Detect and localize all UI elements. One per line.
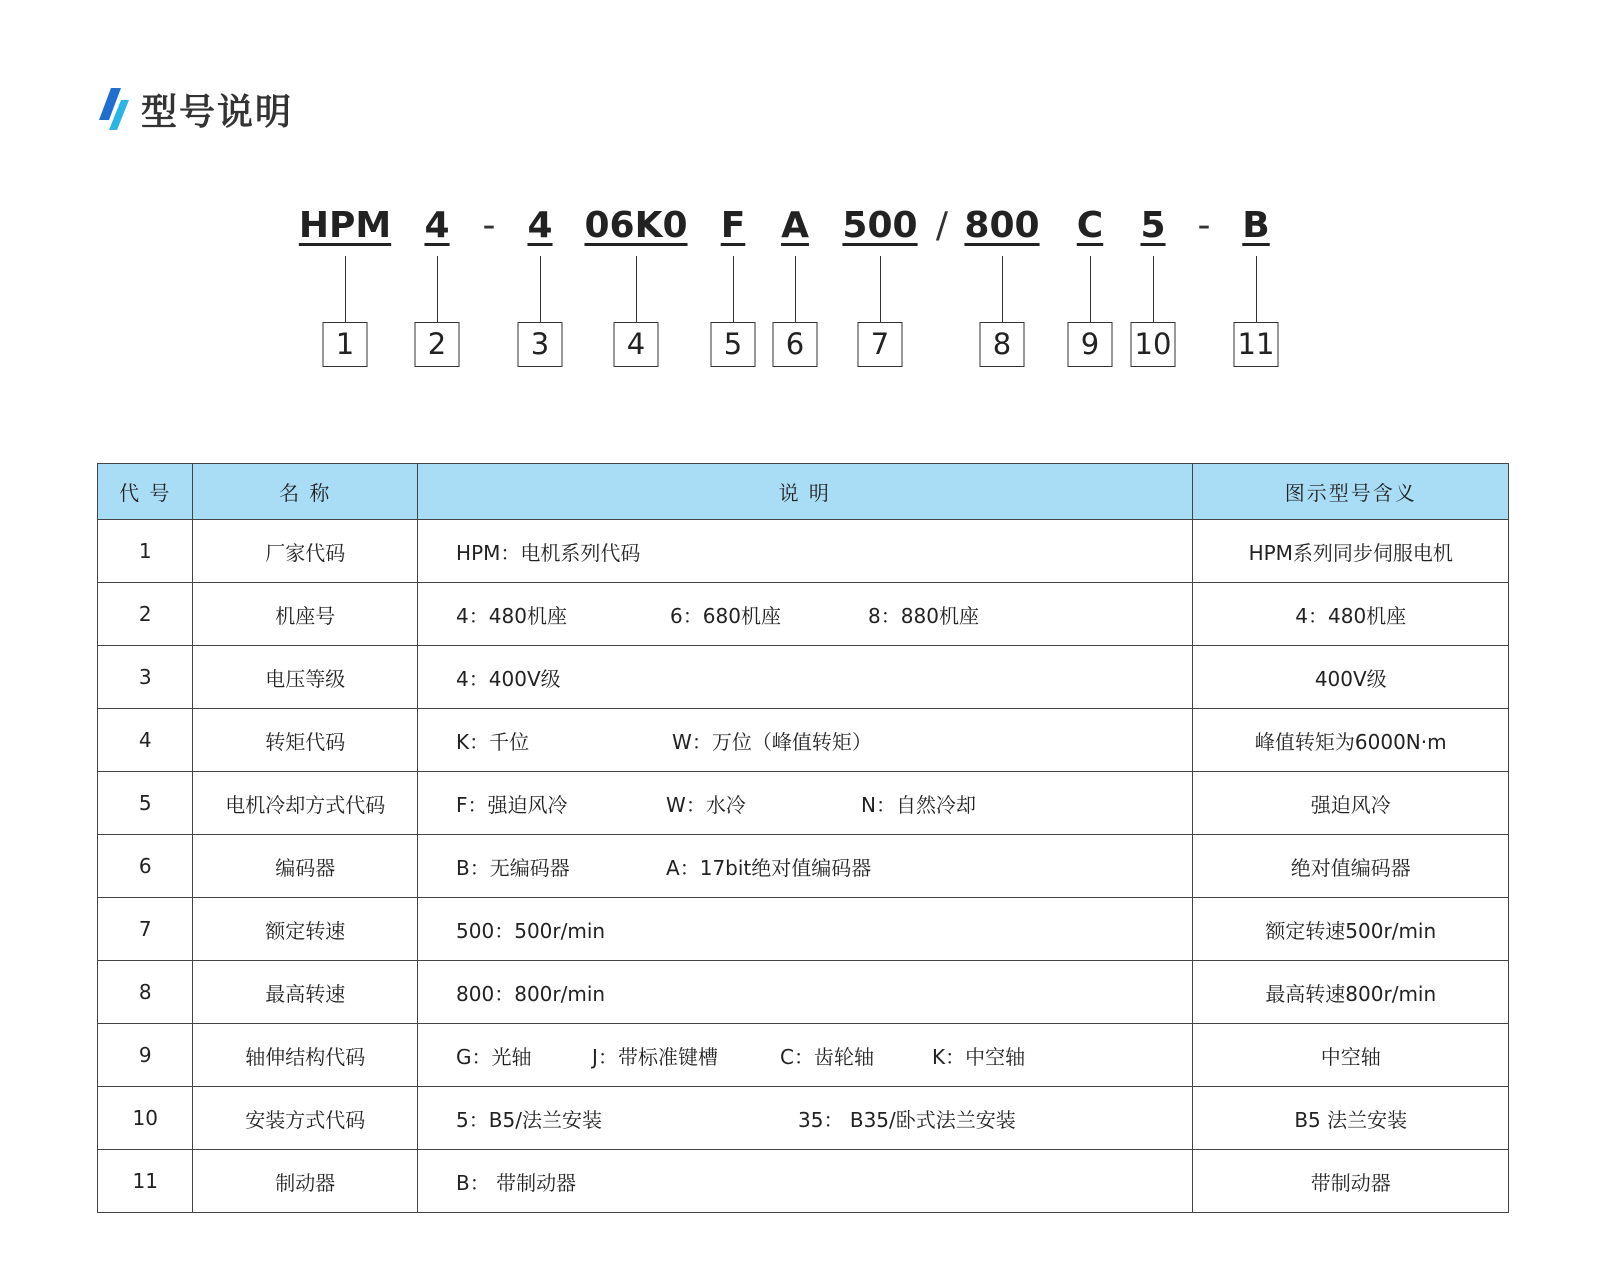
option-text: B： 带制动器 (456, 1170, 577, 1195)
code-segment-cooling: F (720, 205, 746, 246)
row-description (418, 709, 1193, 772)
position-number-box: 9 (1068, 322, 1113, 367)
row-meaning: 中空轴 (1193, 1024, 1509, 1087)
position-number-box: 4 (614, 322, 659, 367)
option-text: 5：B5/法兰安装 (456, 1107, 602, 1132)
row-name: 安装方式代码 (193, 1087, 418, 1150)
code-separator-slash: / (935, 205, 949, 246)
row-meaning: 带制动器 (1193, 1150, 1509, 1213)
row-meaning: 4：480机座 (1193, 583, 1509, 646)
option-text: C：齿轮轴 (780, 1044, 875, 1069)
table-row (98, 1087, 1509, 1150)
connector-line (1256, 256, 1257, 322)
code-segment-frame: 4 (424, 205, 450, 246)
table-row (98, 520, 1509, 583)
row-code: 2 (98, 583, 193, 646)
code-segment-max-speed: 800 (964, 205, 1040, 246)
row-name: 额定转速 (193, 898, 418, 961)
table-row (98, 835, 1509, 898)
row-meaning: 400V级 (1193, 646, 1509, 709)
connector-line (345, 256, 346, 322)
connector-line (437, 256, 438, 322)
option-text: 6：680机座 (670, 603, 781, 628)
model-spec-table (97, 463, 1509, 1213)
code-segment-torque: 06K0 (584, 205, 688, 246)
option-text: K：中空轴 (932, 1044, 1026, 1069)
option-text: 4：480机座 (456, 603, 567, 628)
row-code: 8 (98, 961, 193, 1024)
row-code: 11 (98, 1150, 193, 1213)
row-name: 编码器 (193, 835, 418, 898)
row-name: 电压等级 (193, 646, 418, 709)
model-code-diagram (0, 0, 1600, 420)
row-meaning: 额定转速500r/min (1193, 898, 1509, 961)
row-code: 4 (98, 709, 193, 772)
row-name: 电机冷却方式代码 (193, 772, 418, 835)
table-row (98, 1150, 1509, 1213)
position-number-box: 10 (1131, 322, 1176, 367)
code-separator-dash: - (482, 205, 496, 246)
position-number-box: 7 (858, 322, 903, 367)
row-description (418, 646, 1193, 709)
table-row (98, 646, 1509, 709)
option-text: G：光轴 (456, 1044, 532, 1069)
row-code: 3 (98, 646, 193, 709)
row-name: 最高转速 (193, 961, 418, 1024)
option-text: J：带标准键槽 (592, 1044, 718, 1069)
page-title: 型号说明 (141, 91, 294, 133)
option-text: 4：400V级 (456, 666, 561, 691)
code-segment-encoder: A (781, 205, 809, 246)
connector-line (636, 256, 637, 322)
row-description (418, 583, 1193, 646)
code-segment-series: HPM (298, 205, 392, 246)
row-description (418, 1024, 1193, 1087)
position-number-box: 11 (1234, 322, 1279, 367)
code-segment-brake: B (1242, 205, 1270, 246)
row-name: 制动器 (193, 1150, 418, 1213)
header-name: 名 称 (193, 464, 418, 520)
row-description (418, 772, 1193, 835)
row-name: 转矩代码 (193, 709, 418, 772)
row-code: 5 (98, 772, 193, 835)
row-name: 轴伸结构代码 (193, 1024, 418, 1087)
table-row (98, 961, 1509, 1024)
position-number-box: 8 (980, 322, 1025, 367)
connector-line (1002, 256, 1003, 322)
option-text: 8：880机座 (868, 603, 979, 628)
row-meaning: 绝对值编码器 (1193, 835, 1509, 898)
row-code: 10 (98, 1087, 193, 1150)
code-separator-dash: - (1197, 205, 1211, 246)
connector-line (795, 256, 796, 322)
code-segment-voltage: 4 (527, 205, 553, 246)
row-description (418, 520, 1193, 583)
code-segment-shaft: C (1076, 205, 1104, 246)
row-code: 9 (98, 1024, 193, 1087)
connector-line (540, 256, 541, 322)
table-row (98, 772, 1509, 835)
table-row (98, 709, 1509, 772)
table-header-row (98, 464, 1509, 520)
row-code: 1 (98, 520, 193, 583)
row-meaning: 强迫风冷 (1193, 772, 1509, 835)
option-text: N：自然冷却 (861, 792, 977, 817)
row-meaning: HPM系列同步伺服电机 (1193, 520, 1509, 583)
option-text: 500：500r/min (456, 918, 606, 943)
header-description: 说 明 (418, 464, 1193, 520)
position-number-box: 1 (323, 322, 368, 367)
option-text: W：水冷 (666, 792, 746, 817)
row-meaning: 峰值转矩为6000N·m (1193, 709, 1509, 772)
position-number-box: 5 (711, 322, 756, 367)
option-text: K：千位 (456, 729, 530, 754)
row-description (418, 1087, 1193, 1150)
connector-line (1090, 256, 1091, 322)
table-row (98, 583, 1509, 646)
header-meaning: 图示型号含义 (1193, 464, 1509, 520)
row-code: 6 (98, 835, 193, 898)
row-description (418, 835, 1193, 898)
option-text: 35： B35/卧式法兰安装 (798, 1107, 1016, 1132)
code-segment-rated-speed: 500 (842, 205, 918, 246)
row-name: 机座号 (193, 583, 418, 646)
row-name: 厂家代码 (193, 520, 418, 583)
position-number-box: 6 (773, 322, 818, 367)
option-text: B：无编码器 (456, 855, 570, 880)
table-row (98, 1024, 1509, 1087)
row-description (418, 1150, 1193, 1213)
position-number-box: 2 (415, 322, 460, 367)
option-text: HPM：电机系列代码 (456, 540, 641, 565)
connector-line (733, 256, 734, 322)
option-text: W：万位（峰值转矩） (672, 729, 872, 754)
connector-line (880, 256, 881, 322)
option-text: A：17bit绝对值编码器 (666, 855, 872, 880)
row-meaning: B5 法兰安装 (1193, 1087, 1509, 1150)
code-segment-mounting: 5 (1140, 205, 1166, 246)
row-meaning: 最高转速800r/min (1193, 961, 1509, 1024)
row-description (418, 898, 1193, 961)
header-code: 代 号 (98, 464, 193, 520)
position-number-box: 3 (518, 322, 563, 367)
row-code: 7 (98, 898, 193, 961)
option-text: 800：800r/min (456, 981, 606, 1006)
row-description (418, 961, 1193, 1024)
option-text: F：强迫风冷 (456, 792, 568, 817)
table-row (98, 898, 1509, 961)
connector-line (1153, 256, 1154, 322)
